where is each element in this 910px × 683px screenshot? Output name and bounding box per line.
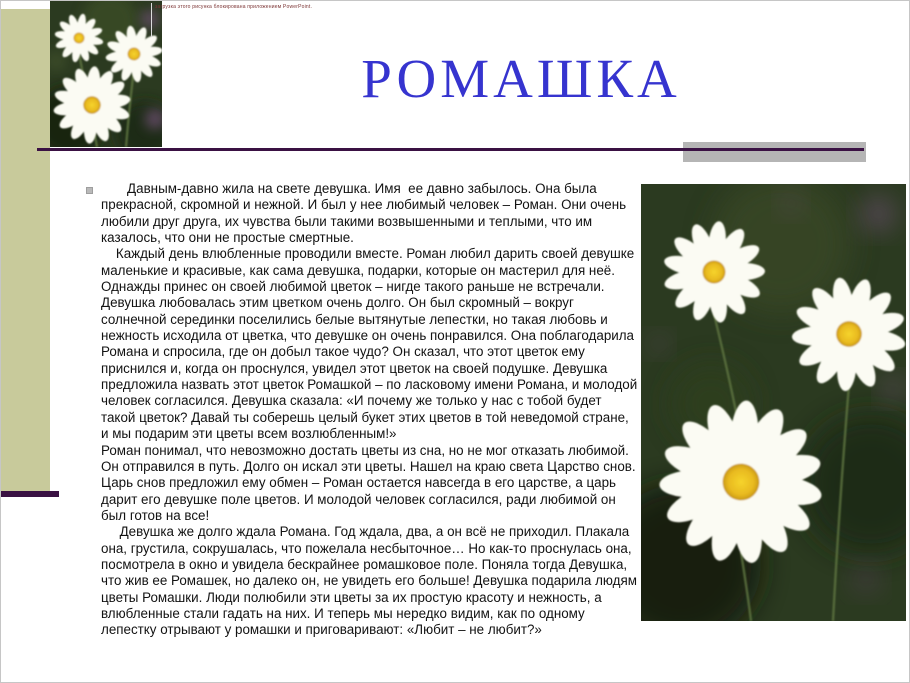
story-paragraph: Каждый день влюбленные проводили вместе. Роман любил дарить своей девушке маленькие и красивые, как сама девушка, подарки, которые он мастерил для неё. Однажды принес он своей любимой цветок – нигде такого раньше не встречали. Девушка любовалась этим цветком очень долго. Он был скромный – вокруг солнечной серединки поселились белые вытянутые лепестки, но такая любовь и нежность исходила от цветка, что девушке он очень понравился. Она поблагодарила Романа и спросила, где он добыл такое чудо? Он сказал, что этот цветок ему приснился и, когда он проснулся, увидел этот цветок на своей подушке. Девушка предложила назвать этот цветок Ромашкой – по ласковому имени Романа, и молодой человек согласился. Девушка сказала: «И почему же только у нас с тобой будет такой цветок? Давай ты соберешь целый букет этих цветов в той неведомой стране, и мы подарим эти цветы всем возлюбленным!»	[101, 246, 641, 442]
story-text-block	[101, 181, 641, 639]
story-paragraph: Роман понимал, что невозможно достать цветы из сна, но не мог отказать любимой. Он отправился в путь. Долго он искал эти цветы. Нашел на краю света Царство снов. Царь снов предложил ему обмен – Роман остается навсегда в его царстве, а царь дарит его девушке поле цветов. И молодой человек согласился, ради любимой он был готов на все!	[101, 442, 640, 523]
daisy-photo-canvas	[50, 1, 162, 147]
daisy-photo-canvas	[641, 184, 906, 621]
title-rule-gray-accent	[683, 142, 866, 162]
left-accent-underline	[1, 491, 59, 497]
bullet-square-icon	[86, 187, 93, 194]
image-blocked-warning: загрузка этого рисунка блокирована приложением PowerPoint.	[155, 4, 313, 10]
story-paragraph: Давным-давно жила на свете девушка. Имя ее давно забылось. Она была прекрасной, скромной и нежной. И был у нее любимый человек – Роман. Они очень любили друг друга, их чувства были такими возвышенными и теплыми, что им казалось, что они не простые смертные.	[101, 181, 630, 246]
daisies-photo-right	[641, 184, 906, 621]
slide-title: РОМАШКА	[361, 48, 681, 109]
title-rule	[37, 148, 864, 151]
left-accent-bar	[1, 9, 50, 491]
daisies-photo-top-left	[50, 1, 162, 147]
story-paragraph: Девушка же долго ждала Романа. Год ждала, два, а он всё не приходил. Плакала она, грустила, сокрушалась, что пожелала несбыточное… Но как-то проснулась она, посмотрела в окно и увидела бескрайнее ромашковое поле. Поняла тогда Девушка, что жив ее Ромашек, но далеко он, не увидеть его больше! Девушка подарила людям цветы Ромашки. Люди полюбили эти цветы за их простую красоту и нежность, а влюбленные стали гадать на них. И теперь мы нередко видим, как по одному лепестку отрывают у ромашки и приговаривают: «Любит – не любит?»	[101, 524, 641, 638]
placeholder-edge-line	[151, 3, 152, 37]
